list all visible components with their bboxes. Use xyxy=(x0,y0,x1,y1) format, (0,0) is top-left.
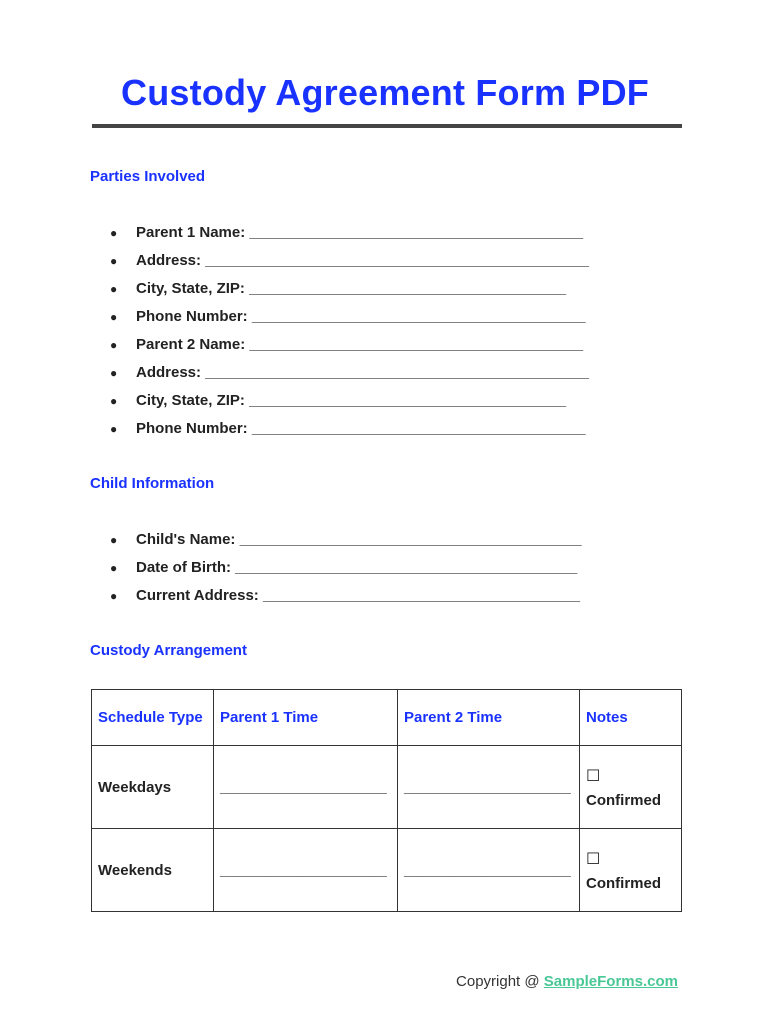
field-label: Address: ______________________________________________ xyxy=(136,364,589,381)
field-label: Child's Name: _________________________________________ xyxy=(136,531,582,548)
blank-line: ____________________ xyxy=(404,778,571,796)
title-divider xyxy=(92,124,682,128)
notes-cell xyxy=(580,829,682,912)
section-heading-custody: Custody Arrangement xyxy=(90,642,247,659)
bullet-icon: ● xyxy=(110,422,118,436)
parent1-time-field[interactable] xyxy=(214,829,398,912)
field-parent1-address[interactable] xyxy=(110,247,589,275)
bullet-icon: ● xyxy=(110,282,118,296)
blank-line: ____________________ xyxy=(220,778,387,796)
bullet-icon: ● xyxy=(110,366,118,380)
schedule-type-cell: Weekends xyxy=(92,829,214,912)
field-child-dob[interactable] xyxy=(110,554,582,582)
field-parent1-name[interactable] xyxy=(110,219,589,247)
parent2-time-field[interactable] xyxy=(398,746,580,829)
field-parent2-phone[interactable] xyxy=(110,415,589,443)
column-header-parent1-time: Parent 1 Time xyxy=(214,690,398,746)
field-label: Phone Number: ________________________________________ xyxy=(136,308,586,325)
field-parent2-name[interactable] xyxy=(110,331,589,359)
field-label: Phone Number: ________________________________________ xyxy=(136,420,586,437)
bullet-icon: ● xyxy=(110,561,118,575)
parent1-time-field[interactable] xyxy=(214,746,398,829)
bullet-icon: ● xyxy=(110,338,118,352)
checkbox-icon[interactable]: ☐ xyxy=(586,767,601,785)
copyright-footer xyxy=(456,973,678,990)
schedule-type-cell: Weekdays xyxy=(92,746,214,829)
field-child-address[interactable] xyxy=(110,582,582,610)
column-header-schedule-type: Schedule Type xyxy=(92,690,214,746)
checkbox-icon[interactable]: ☐ xyxy=(586,850,601,868)
field-label: Address: ______________________________________________ xyxy=(136,252,589,269)
bullet-icon: ● xyxy=(110,589,118,603)
field-label: Current Address: ______________________________________ xyxy=(136,587,580,604)
table-row xyxy=(92,829,682,912)
field-label: Date of Birth: _________________________________________ xyxy=(136,559,578,576)
notes-cell xyxy=(580,746,682,829)
checkbox-label: Confirmed xyxy=(586,874,661,892)
parent2-time-field[interactable] xyxy=(398,829,580,912)
page-title: Custody Agreement Form PDF xyxy=(121,72,649,113)
checkbox-label: Confirmed xyxy=(586,791,661,809)
custody-table xyxy=(91,689,682,912)
bullet-icon: ● xyxy=(110,254,118,268)
field-label: Parent 1 Name: ________________________________________ xyxy=(136,224,584,241)
field-parent1-city-state-zip[interactable] xyxy=(110,275,589,303)
child-field-list xyxy=(110,526,582,610)
bullet-icon: ● xyxy=(110,226,118,240)
field-child-name[interactable] xyxy=(110,526,582,554)
field-parent2-address[interactable] xyxy=(110,359,589,387)
field-label: City, State, ZIP: ______________________________________ xyxy=(136,392,567,409)
table-row xyxy=(92,746,682,829)
bullet-icon: ● xyxy=(110,394,118,408)
parties-field-list xyxy=(110,219,589,443)
bullet-icon: ● xyxy=(110,310,118,324)
field-parent2-city-state-zip[interactable] xyxy=(110,387,589,415)
bullet-icon: ● xyxy=(110,533,118,547)
section-heading-parties: Parties Involved xyxy=(90,168,206,185)
column-header-notes: Notes xyxy=(580,690,682,746)
field-label: City, State, ZIP: ______________________________________ xyxy=(136,280,567,297)
column-header-parent2-time: Parent 2 Time xyxy=(398,690,580,746)
copyright-text: Copyright @ xyxy=(456,973,544,990)
section-heading-child: Child Information xyxy=(90,475,215,492)
brand-link[interactable]: SampleForms.com xyxy=(543,973,678,990)
blank-line: ____________________ xyxy=(404,861,571,879)
field-label: Parent 2 Name: ________________________________________ xyxy=(136,336,584,353)
field-parent1-phone[interactable] xyxy=(110,303,589,331)
table-header-row xyxy=(92,690,682,746)
blank-line: ____________________ xyxy=(220,861,387,879)
